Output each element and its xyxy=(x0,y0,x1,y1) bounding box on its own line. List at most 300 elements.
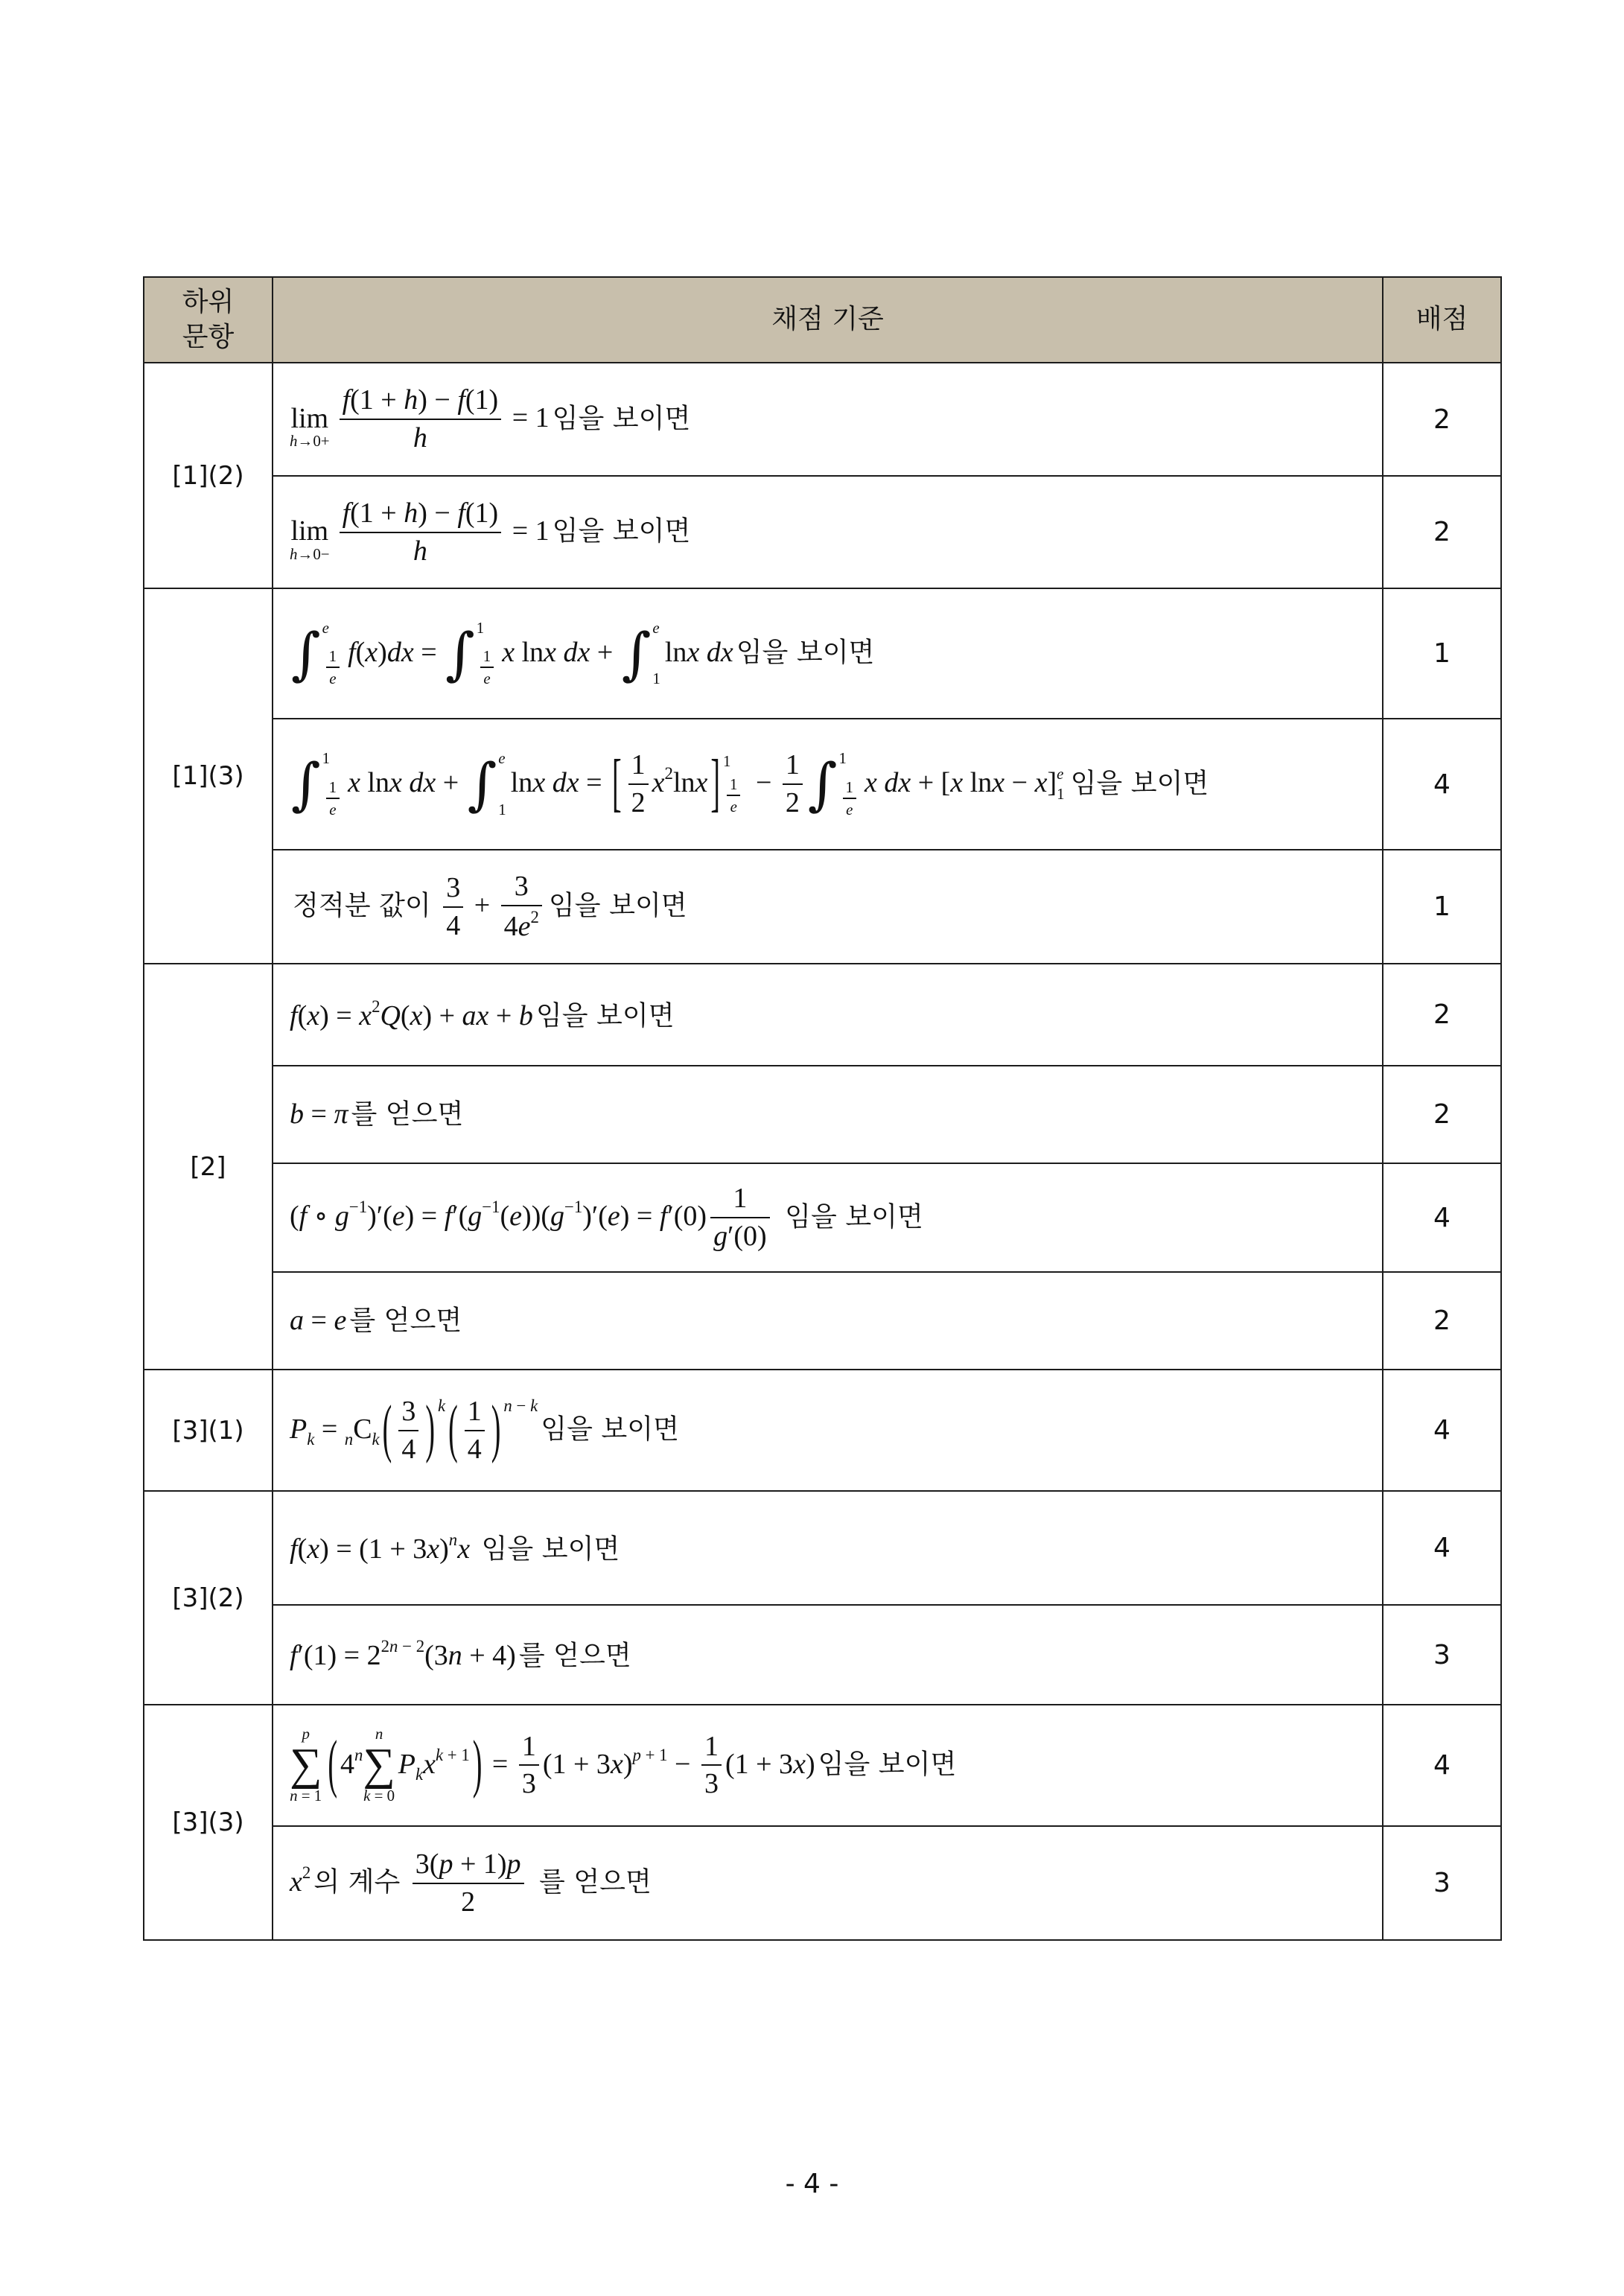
math-variable: f xyxy=(457,497,465,529)
math-text: ( xyxy=(297,999,308,1031)
superscript xyxy=(349,1198,367,1217)
math-variable: g xyxy=(550,1201,565,1233)
math-text: + 1 xyxy=(640,1745,668,1764)
math-text: 1 xyxy=(498,800,506,818)
sub-item-label: [3](2) xyxy=(144,1491,273,1705)
math-text: − xyxy=(748,767,779,799)
criterion-expression xyxy=(290,497,1375,567)
criterion-row xyxy=(144,964,1501,1066)
fraction-denominator xyxy=(710,1218,770,1253)
math-text: = xyxy=(304,1098,334,1130)
math-text: 1 xyxy=(521,1730,536,1762)
math-variable: p xyxy=(632,1745,641,1764)
math-text: −1 xyxy=(564,1198,583,1217)
fraction-numerator xyxy=(519,1730,539,1766)
math-text: 1 xyxy=(730,775,738,793)
criterion-expression xyxy=(290,1530,1375,1567)
criterion-expression xyxy=(290,1636,1375,1673)
math-variable: f xyxy=(348,637,356,668)
superscript xyxy=(503,1396,538,1416)
header-row xyxy=(144,277,1501,363)
math-text: + 1 xyxy=(443,1745,470,1764)
criterion-row xyxy=(144,1272,1501,1370)
math-text: ′(1) = 2 xyxy=(297,1640,381,1672)
criterion-row xyxy=(144,719,1501,850)
math-text: − 2 xyxy=(398,1637,425,1656)
summation-sign: ∑ xyxy=(363,1740,395,1790)
criterion-cell xyxy=(273,363,1383,476)
criterion-row xyxy=(144,1605,1501,1705)
criterion-expression xyxy=(290,1303,1375,1338)
lower-limit xyxy=(839,778,860,818)
header-score: 배점 xyxy=(1383,277,1501,363)
math-text: 1 xyxy=(845,777,853,796)
fraction-numerator xyxy=(727,775,740,796)
math-text: (1 + 3 xyxy=(725,1748,794,1780)
integral xyxy=(622,620,663,687)
superscript xyxy=(665,764,673,783)
korean-text: 임을 보이면 xyxy=(552,515,691,547)
math-variable: g xyxy=(468,1201,483,1233)
right-delimiter: ] xyxy=(710,747,721,819)
korean-text: 임을 보이면 xyxy=(548,890,687,921)
criterion-expression xyxy=(290,620,1375,687)
integral xyxy=(808,750,863,818)
fraction-denominator xyxy=(701,1766,722,1801)
math-text: 1 xyxy=(476,618,485,637)
math-text: 1 xyxy=(704,1730,719,1762)
math-text: + [ xyxy=(911,767,951,799)
criterion-cell xyxy=(273,476,1383,588)
math-variable: f xyxy=(290,999,298,1031)
math-text: + xyxy=(590,637,620,668)
math-text: 3 xyxy=(521,1768,536,1800)
math-text: ln xyxy=(515,637,544,668)
math-text: = 1 xyxy=(505,515,550,547)
math-variable: a xyxy=(290,1305,304,1337)
math-variable: e xyxy=(652,618,660,637)
fraction xyxy=(480,647,494,687)
math-variable: g xyxy=(334,1201,349,1233)
criterion-row xyxy=(144,588,1501,719)
math-text: (1 + 3 xyxy=(542,1748,611,1780)
integral-sign: ∫ xyxy=(291,751,321,818)
fraction-numerator xyxy=(398,1395,418,1431)
math-variable: n xyxy=(503,1396,512,1415)
math-text: ( xyxy=(355,637,366,668)
lower-limit xyxy=(322,778,343,818)
superscript xyxy=(564,1198,582,1217)
fraction-denominator xyxy=(340,420,502,455)
header-sub-item xyxy=(144,277,273,363)
lower-index xyxy=(363,1788,395,1804)
criterion-cell xyxy=(273,1826,1383,1940)
math-variable: dx xyxy=(706,637,733,668)
lower-limit xyxy=(723,775,744,815)
left-delimiter: ( xyxy=(448,1393,458,1466)
math-variable: n xyxy=(448,1640,462,1672)
fraction-numerator xyxy=(413,1848,524,1884)
integral xyxy=(468,750,509,818)
korean-text: 임을 보이면 xyxy=(535,999,675,1031)
upper-limit xyxy=(1057,766,1064,783)
criterion-expression xyxy=(290,1848,1375,1918)
math-text: ) + xyxy=(422,999,462,1031)
math-text: + xyxy=(488,999,519,1031)
math-variable: e xyxy=(322,618,329,637)
fraction xyxy=(628,748,649,819)
math-variable: x xyxy=(864,767,877,799)
math-text: ( xyxy=(400,999,410,1031)
math-variable: x xyxy=(365,637,378,668)
math-variable: h xyxy=(290,432,298,451)
math-text: 3( xyxy=(415,1848,439,1880)
math-variable: x xyxy=(695,767,708,799)
math-text: −1 xyxy=(482,1198,500,1217)
korean-text: 를 얻으면 xyxy=(518,1640,631,1672)
subscript xyxy=(345,1430,353,1449)
math-text: ) xyxy=(439,1533,449,1565)
math-variable: p xyxy=(302,1725,310,1743)
fraction-numerator xyxy=(480,647,494,668)
math-variable: e xyxy=(329,670,337,688)
math-text: ln xyxy=(672,767,695,799)
score-cell: 3 xyxy=(1383,1605,1501,1705)
math-text: ′(0) xyxy=(727,1221,767,1252)
math-text: ) = xyxy=(319,999,360,1031)
criterion-expression xyxy=(290,1182,1375,1253)
korean-text: 임을 보이면 xyxy=(473,1533,620,1565)
fraction xyxy=(413,1848,524,1918)
math-variable: x xyxy=(307,999,320,1031)
lower-index xyxy=(290,544,330,563)
math-text: ) xyxy=(378,637,387,668)
math-text: 1 xyxy=(631,749,646,781)
math-text xyxy=(556,637,564,668)
fraction xyxy=(465,1395,485,1466)
criterion-expression xyxy=(290,748,1375,819)
math-variable: x xyxy=(544,637,556,668)
fraction xyxy=(443,871,463,942)
math-text: + xyxy=(436,767,466,799)
math-variable: n xyxy=(290,1786,298,1804)
math-text: (1 + xyxy=(350,384,404,416)
math-text: − xyxy=(1004,767,1035,799)
korean-text: 임을 보이면 xyxy=(552,402,691,434)
superscript xyxy=(372,997,380,1017)
math-text xyxy=(699,637,707,668)
korean-text: 임을 보이면 xyxy=(1070,767,1209,799)
limit-operator: lim xyxy=(290,515,329,547)
math-text: −1 xyxy=(348,1198,368,1217)
math-text: = xyxy=(413,637,445,668)
math-text: ( xyxy=(297,1533,308,1565)
math-text: (1) xyxy=(465,384,499,416)
superscript xyxy=(482,1198,500,1217)
left-delimiter: ( xyxy=(328,1728,337,1801)
math-variable: P xyxy=(290,1413,308,1445)
math-variable: k xyxy=(530,1396,538,1415)
korean-text: 임을 보이면 xyxy=(541,1413,679,1445)
math-text: ) xyxy=(622,1748,633,1780)
math-text: 1 xyxy=(322,749,331,768)
integral xyxy=(445,620,500,687)
math-variable: h xyxy=(413,422,427,454)
math-variable: n xyxy=(344,1430,354,1449)
superscript xyxy=(449,1530,457,1550)
fraction xyxy=(727,775,740,815)
criterion-cell xyxy=(273,1605,1383,1705)
math-variable: f xyxy=(290,1640,298,1672)
math-variable: e xyxy=(329,800,337,818)
math-variable: x xyxy=(389,767,402,799)
fraction-numerator xyxy=(443,871,463,908)
fraction-numerator xyxy=(340,384,502,420)
score-cell: 2 xyxy=(1383,964,1501,1066)
upper-limit xyxy=(477,620,497,637)
math-variable: dx xyxy=(884,767,911,799)
math-text: 2 xyxy=(631,787,646,818)
fraction-denominator xyxy=(628,785,649,820)
score-cell: 3 xyxy=(1383,1826,1501,1940)
superscript xyxy=(632,1746,667,1765)
criterion-cell xyxy=(273,1491,1383,1605)
fraction xyxy=(843,778,856,818)
left-delimiter: ( xyxy=(382,1393,392,1466)
criterion-cell xyxy=(273,850,1383,964)
math-variable: e xyxy=(509,1201,523,1233)
criterion-cell xyxy=(273,964,1383,1066)
math-variable: f xyxy=(342,497,351,529)
criterion-row xyxy=(144,363,1501,476)
upper-limit xyxy=(723,753,744,770)
integral xyxy=(291,620,346,687)
criterion-expression xyxy=(290,870,1375,943)
korean-text: 임을 보이면 xyxy=(776,1201,923,1233)
criterion-cell xyxy=(273,1163,1383,1272)
math-text: 4 xyxy=(467,1433,482,1465)
math-variable: dx xyxy=(386,637,414,668)
math-text: ln xyxy=(963,767,993,799)
fraction-denominator xyxy=(326,799,340,818)
math-variable: P xyxy=(398,1748,415,1780)
math-variable: x xyxy=(950,767,964,799)
math-variable: h xyxy=(404,497,418,529)
lower-limit xyxy=(322,647,343,687)
integral-limits xyxy=(477,620,497,687)
upper-limit xyxy=(839,750,860,767)
integral-sign: ∫ xyxy=(445,620,475,687)
math-text: 1 xyxy=(723,752,731,771)
fraction-numerator xyxy=(783,748,803,785)
fraction-denominator xyxy=(398,1431,418,1466)
score-cell: 4 xyxy=(1383,719,1501,850)
math-text: ) = xyxy=(620,1201,660,1233)
math-text: ln xyxy=(510,767,533,799)
math-text: 1 xyxy=(483,647,491,666)
math-text: ln xyxy=(664,637,687,668)
math-variable: e xyxy=(498,749,506,768)
math-text xyxy=(545,768,553,799)
superscript xyxy=(531,908,539,927)
math-text: 1 xyxy=(1057,784,1065,803)
korean-text: 임을 보이면 xyxy=(736,637,875,668)
math-text: ) − xyxy=(418,384,458,416)
fraction-numerator xyxy=(326,647,340,668)
math-text: )′( xyxy=(367,1201,392,1233)
fraction xyxy=(340,384,502,454)
fraction-numerator xyxy=(710,1182,770,1218)
header-sub-item-line: 문항 xyxy=(182,321,235,352)
criterion-row xyxy=(144,476,1501,588)
page-number: - 4 - xyxy=(785,2169,839,2199)
math-text: ] xyxy=(1047,767,1057,799)
left-delimiter: [ xyxy=(612,747,622,819)
math-text: ( xyxy=(290,1201,299,1233)
math-text: 3 xyxy=(446,871,461,903)
score-cell: 2 xyxy=(1383,1272,1501,1370)
upper-limit xyxy=(652,620,660,637)
math-variable: f xyxy=(290,1533,298,1565)
sub-item-label: [1](3) xyxy=(144,588,273,964)
math-variable: f xyxy=(299,1201,308,1233)
fraction-denominator xyxy=(340,533,502,568)
superscript xyxy=(302,1863,311,1883)
lower-index xyxy=(290,1788,322,1804)
criterion-row xyxy=(144,1705,1501,1826)
math-variable: x xyxy=(532,767,546,799)
fraction xyxy=(701,1730,722,1801)
math-text: + 1) xyxy=(453,1848,507,1880)
korean-text: 를 얻으면 xyxy=(530,1866,652,1898)
math-text: ( xyxy=(500,1201,510,1233)
lower-limit xyxy=(477,647,497,687)
math-text: 3 xyxy=(704,1768,719,1800)
math-variable: e xyxy=(483,670,491,688)
math-text: = xyxy=(579,767,609,799)
limit-operator: lim xyxy=(290,402,329,434)
criterion-cell xyxy=(273,1066,1383,1163)
score-cell: 2 xyxy=(1383,363,1501,476)
math-variable: b xyxy=(290,1098,304,1130)
fraction-denominator xyxy=(413,1884,524,1919)
fraction-numerator xyxy=(326,778,340,799)
math-variable: x xyxy=(359,999,372,1031)
subscript xyxy=(415,1765,423,1784)
summation xyxy=(290,1726,322,1804)
score-cell: 4 xyxy=(1383,1370,1501,1491)
math-variable: x xyxy=(457,1533,471,1565)
fraction xyxy=(519,1730,539,1801)
header-criteria: 채점 기준 xyxy=(273,277,1383,363)
math-text: = xyxy=(485,1748,515,1780)
fraction xyxy=(710,1182,770,1253)
math-text: 4 xyxy=(446,909,461,941)
score-cell: 2 xyxy=(1383,1066,1501,1163)
fraction-numerator xyxy=(628,748,649,785)
criterion-cell xyxy=(273,588,1383,719)
math-variable: e xyxy=(730,797,737,815)
math-variable: k xyxy=(307,1430,315,1449)
math-variable: k xyxy=(437,1396,446,1415)
upper-limit xyxy=(322,620,343,637)
math-variable: p xyxy=(439,1848,453,1880)
fraction-denominator xyxy=(843,799,856,818)
math-text: 1 xyxy=(652,670,660,688)
fraction-denominator xyxy=(326,668,340,687)
math-variable: f xyxy=(659,1201,668,1233)
math-text: 3 xyxy=(514,871,529,903)
criterion-cell xyxy=(273,1272,1383,1370)
math-text: − xyxy=(667,1748,698,1780)
right-delimiter: ) xyxy=(472,1728,483,1801)
math-variable: e xyxy=(607,1201,620,1233)
integral-limits xyxy=(839,750,860,818)
math-text: 4 xyxy=(503,911,518,943)
criterion-cell xyxy=(273,1705,1383,1826)
fraction-numerator xyxy=(465,1395,485,1431)
fraction-denominator xyxy=(783,785,803,820)
math-variable: x xyxy=(290,1866,302,1898)
math-text: 2 xyxy=(461,1886,476,1918)
math-variable: x xyxy=(793,1748,806,1780)
fraction xyxy=(340,497,502,567)
math-variable: x xyxy=(652,767,665,799)
criterion-expression xyxy=(290,1097,1375,1132)
sub-item-label: [3](1) xyxy=(144,1370,273,1491)
integral-limits xyxy=(322,750,343,818)
criterion-cell xyxy=(273,1370,1383,1491)
lower-limit xyxy=(1057,786,1064,803)
score-cell: 1 xyxy=(1383,850,1501,964)
score-cell: 4 xyxy=(1383,1163,1501,1272)
math-text: = xyxy=(314,1413,345,1445)
math-variable: k xyxy=(363,1786,371,1804)
math-text: C xyxy=(353,1413,372,1445)
math-text: 1 xyxy=(733,1183,748,1215)
superscript xyxy=(381,1637,424,1656)
math-text: + 4) xyxy=(462,1640,516,1672)
math-variable: e xyxy=(518,911,531,943)
upper-limit xyxy=(498,750,506,767)
korean-text: 의 계수 xyxy=(313,1866,409,1898)
fraction-numerator xyxy=(701,1730,722,1766)
math-variable: n xyxy=(448,1530,458,1549)
right-delimiter: ) xyxy=(425,1393,435,1466)
summation-sign: ∑ xyxy=(290,1740,322,1790)
right-delimiter: ) xyxy=(491,1393,501,1466)
lower-limit xyxy=(652,670,660,687)
math-text: ∘ xyxy=(307,1201,335,1233)
math-text: 2 xyxy=(372,996,380,1016)
fraction-denominator xyxy=(727,796,740,815)
fraction-numerator xyxy=(843,778,856,799)
criterion-row xyxy=(144,850,1501,964)
math-variable: x xyxy=(1034,767,1048,799)
fraction xyxy=(326,647,340,687)
fraction-denominator xyxy=(501,906,542,944)
sub-item-label: [1](2) xyxy=(144,363,273,588)
math-variable: x xyxy=(992,767,1005,799)
fraction-numerator xyxy=(501,870,542,906)
integral-sign: ∫ xyxy=(621,620,652,687)
math-text: ) xyxy=(805,1748,815,1780)
math-text: = 1 xyxy=(297,1786,322,1804)
math-variable: n xyxy=(375,1725,383,1743)
fraction-denominator xyxy=(443,908,463,943)
evaluation-limits xyxy=(1057,766,1064,802)
criterion-expression xyxy=(290,996,1375,1034)
